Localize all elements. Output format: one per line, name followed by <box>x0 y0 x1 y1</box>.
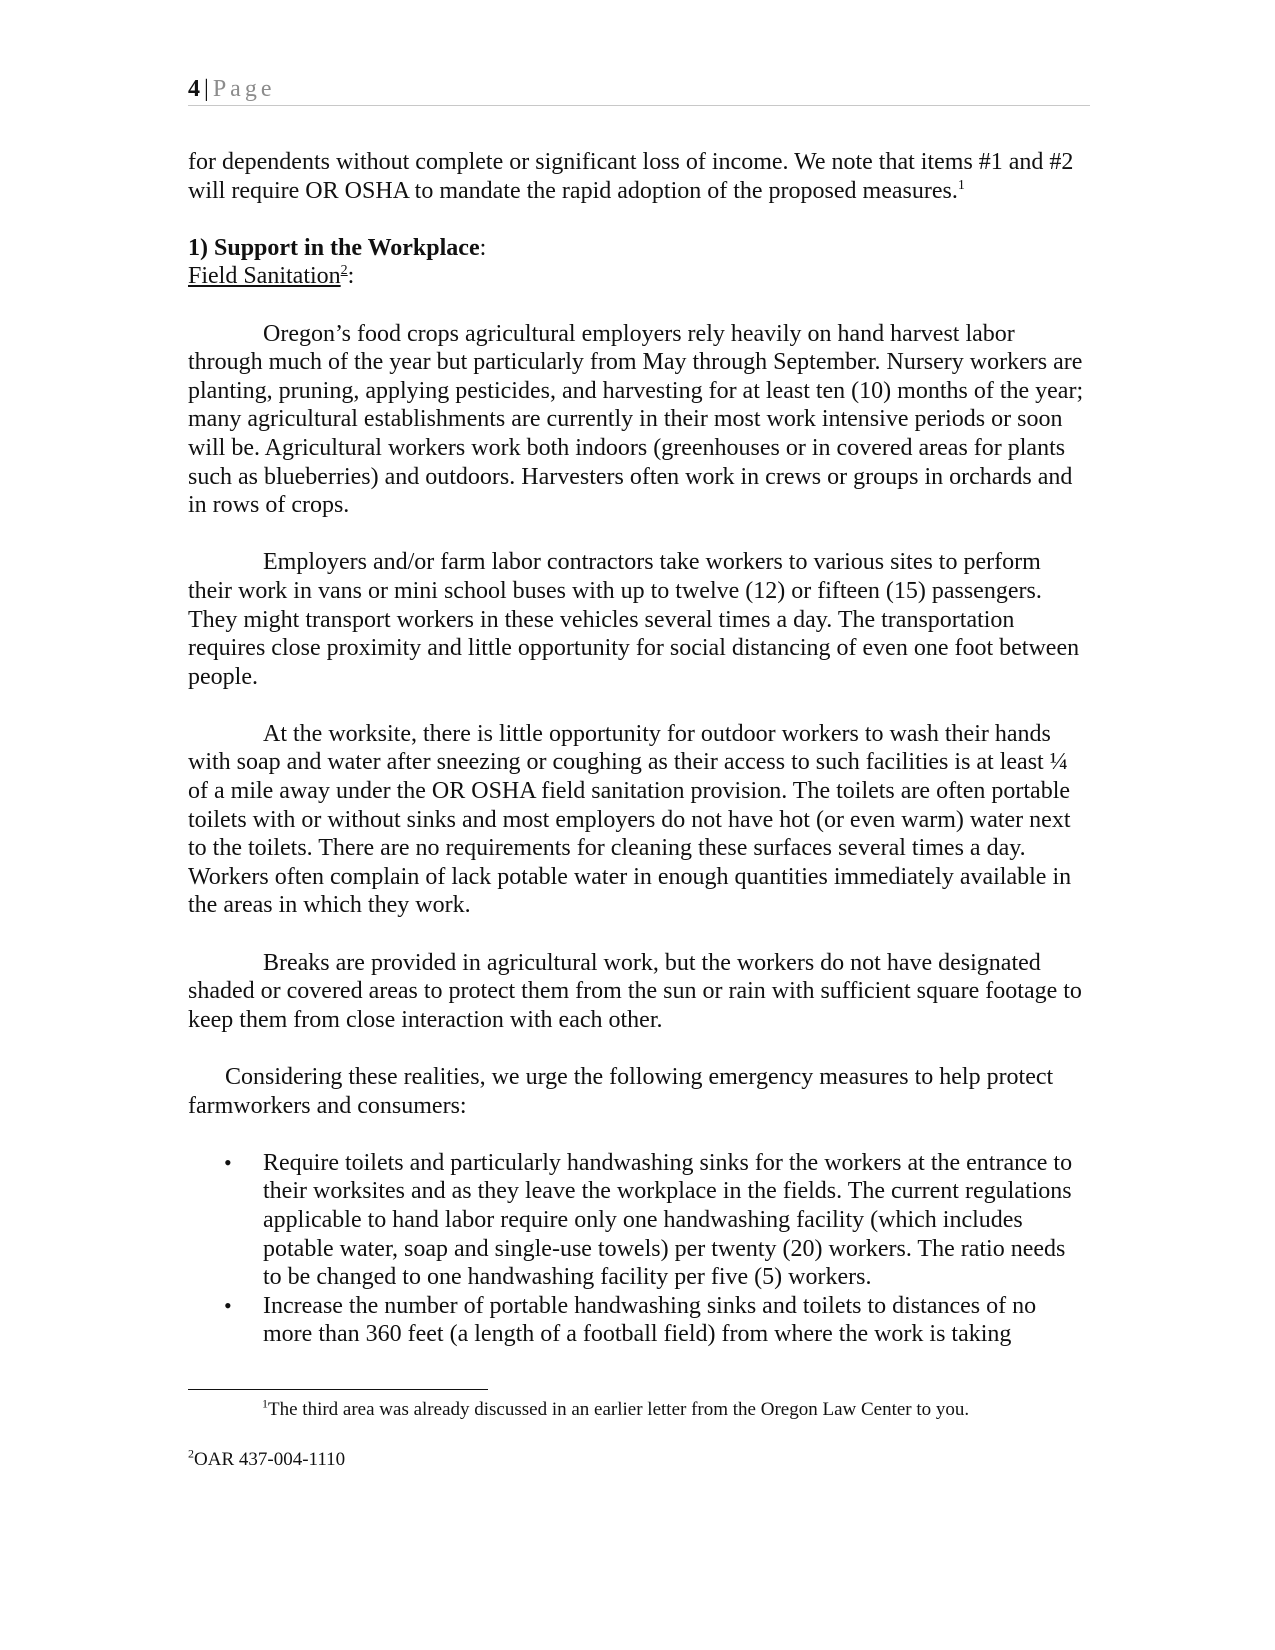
subheading-colon: : <box>347 263 355 290</box>
page-word: Page <box>212 76 276 102</box>
footnote-2-ref: 2 <box>188 1446 194 1461</box>
paragraph-4: Breaks are provided in agricultural work, but the workers do not have designated shaded or covered areas to protect them from the sun or rain with sufficient square footage to keep them from close interaction with each other. <box>188 949 1082 1033</box>
footnote-2 <box>188 1448 1018 1472</box>
list-item-text: Increase the number of portable handwashing sinks and toilets to distances of no more than 360 feet (a length of a football field) from where the work is taking <box>263 1292 1037 1348</box>
bullet-icon: • <box>224 1149 232 1175</box>
paragraph-5: Considering these realities, we urge the following emergency measures to help protect farmworkers and consumers: <box>188 1064 1054 1119</box>
footnote-1-text: The third area was already discussed in an earlier letter from the Oregon Law Center to you. <box>268 1399 970 1420</box>
list-item-text: Require toilets and particularly handwashing sinks for the workers at the entrance to their worksites and as they leave the workplace in the fields. The current regulations applicable to hand labor require only one handwashing facility (which includes potable water, soap and single-use towels) per twenty (20) workers. The ratio needs to be changed to one handwashing facility per five (5) workers. <box>263 1149 1073 1291</box>
header-separator: | <box>204 76 209 102</box>
footnote-1 <box>262 1398 1092 1422</box>
footnote-ref-2[interactable]: 2 <box>340 263 348 279</box>
paragraph-1: Oregon’s food crops agricultural employers rely heavily on hand harvest labor through much of the year but particularly from May through September. Nursery workers are planting, pruning, applying pesticides, and harvesting for at least ten (10) months of the year; many agricultural establishments are currently in their most work intensive periods or soon will be. Agricultural workers work both indoors (greenhouses or in covered areas for plants such as blueberries) and outdoors. Harvesters often work in crews or groups in orchards and in rows of crops. <box>188 320 1084 519</box>
document-body <box>188 148 1088 1349</box>
section-heading <box>188 234 1088 263</box>
footnote-2-text: OAR 437-004-1110 <box>194 1449 346 1470</box>
intro-paragraph <box>188 148 1088 205</box>
header-divider <box>188 105 1090 106</box>
page-header <box>188 74 1090 104</box>
subheading-text: Field Sanitation <box>188 263 341 290</box>
section-heading-colon: : <box>479 234 487 261</box>
footnote-ref-1[interactable]: 1 <box>957 177 965 193</box>
subheading <box>188 262 1088 291</box>
section-heading-text: 1) Support in the Workplace <box>188 234 480 261</box>
measures-list <box>188 1149 1088 1349</box>
bullet-icon: • <box>224 1292 232 1318</box>
paragraph-2: Employers and/or farm labor contractors take workers to various sites to perform their work in vans or mini school buses with up to twelve (12) or fifteen (15) passengers. They might transport workers in these vehicles several times a day. The transportation requires close proximity and little opportunity for social distancing of even one foot between people. <box>188 549 1080 690</box>
paragraph-3: At the worksite, there is little opportunity for outdoor workers to wash their hands with soap and water after sneezing or coughing as their access to such facilities is at least ¼ of a mile away under the OR OSHA field sanitation provision. The toilets are often portable toilets with or without sinks and most employers do not have hot (or even warm) water next to the toilets. There are no requirements for cleaning these surfaces several times a day. Workers often complain of lack potable water in enough quantities immediately available in the areas in which they work. <box>188 720 1072 919</box>
footnote-1-ref: 1 <box>262 1396 268 1411</box>
list-item <box>188 1292 1088 1349</box>
intro-text: for dependents without complete or significant loss of income. We note that items #1 and #2 will require OR OSHA to mandate the rapid adoption of the proposed measures. <box>188 149 1074 204</box>
page-number: 4 <box>188 76 200 102</box>
footnote-divider <box>188 1389 488 1390</box>
list-item <box>188 1149 1088 1292</box>
